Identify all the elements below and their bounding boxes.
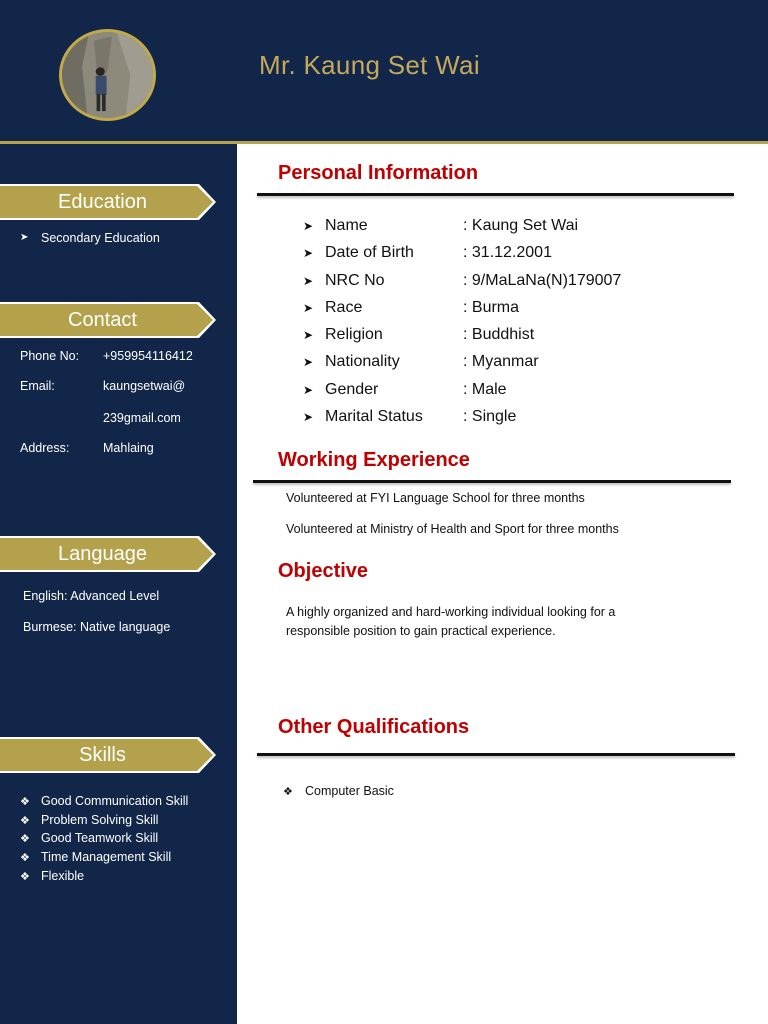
skill-item: Time Management Skill bbox=[41, 850, 172, 864]
info-value: : Burma bbox=[463, 299, 520, 316]
experience-item: Volunteered at Ministry of Health and Sport for three months bbox=[286, 522, 619, 536]
personal-info-title: Personal Information bbox=[278, 162, 479, 184]
objective-text: A highly organized and hard-working individual looking for a responsible position to gain practical experience. bbox=[286, 605, 616, 638]
diamond-bullet-icon: ❖ bbox=[20, 815, 30, 827]
diamond-bullet-icon: ❖ bbox=[20, 796, 30, 808]
contact-title: Contact bbox=[68, 309, 137, 331]
profile-photo bbox=[59, 29, 156, 121]
education-item: Secondary Education bbox=[41, 231, 160, 245]
phone-value: +959954116412 bbox=[103, 349, 193, 363]
language-item: English: Advanced Level bbox=[23, 589, 160, 603]
info-label: Nationality bbox=[325, 353, 400, 370]
info-label: Race bbox=[325, 299, 363, 316]
info-value: : Buddhist bbox=[463, 326, 535, 343]
info-value: : Kaung Set Wai bbox=[463, 217, 579, 234]
address-value: Mahlaing bbox=[103, 441, 154, 455]
language-item: Burmese: Native language bbox=[23, 620, 171, 634]
email-label: Email: bbox=[20, 379, 55, 393]
skills-title: Skills bbox=[79, 744, 126, 766]
skill-item: Good Teamwork Skill bbox=[41, 831, 159, 845]
info-value: : Myanmar bbox=[463, 353, 539, 370]
info-label: Marital Status bbox=[325, 408, 423, 425]
sidebar bbox=[0, 144, 237, 1024]
qualifications-title: Other Qualifications bbox=[278, 716, 470, 738]
info-value: : 31.12.2001 bbox=[463, 244, 552, 261]
address-label: Address: bbox=[20, 441, 70, 455]
skill-item: Problem Solving Skill bbox=[41, 813, 159, 827]
info-value: : Single bbox=[463, 408, 517, 425]
arrow-bullet-icon: ➤ bbox=[303, 383, 314, 397]
arrow-bullet-icon: ➤ bbox=[303, 328, 314, 342]
email-value-line1: kaungsetwai@ bbox=[103, 379, 186, 393]
arrow-bullet-icon: ➤ bbox=[303, 355, 314, 369]
info-label: Date of Birth bbox=[325, 244, 414, 261]
info-value: : 9/MaLaNa(N)179007 bbox=[463, 272, 622, 289]
info-label: NRC No bbox=[325, 272, 385, 289]
arrow-bullet-icon: ➤ bbox=[303, 301, 314, 315]
diamond-bullet-icon: ❖ bbox=[283, 786, 293, 798]
objective-title: Objective bbox=[278, 560, 369, 582]
section-divider bbox=[257, 193, 734, 196]
education-banner bbox=[0, 184, 216, 220]
phone-label: Phone No: bbox=[20, 349, 80, 363]
education-title: Education bbox=[58, 191, 147, 213]
skill-item: Flexible bbox=[41, 869, 85, 883]
qualification-item: Computer Basic bbox=[305, 784, 394, 798]
language-title: Language bbox=[58, 543, 147, 565]
info-label: Religion bbox=[325, 326, 383, 343]
language-banner bbox=[0, 536, 216, 572]
arrow-bullet-icon: ➤ bbox=[303, 410, 314, 424]
experience-item: Volunteered at FYI Language School for three months bbox=[286, 491, 585, 505]
info-label: Name bbox=[325, 217, 368, 234]
info-value: : Male bbox=[463, 381, 507, 398]
skill-item: Good Communication Skill bbox=[41, 794, 189, 808]
diamond-bullet-icon: ❖ bbox=[20, 833, 30, 845]
experience-title: Working Experience bbox=[278, 449, 470, 471]
skills-banner bbox=[0, 737, 216, 773]
candidate-name: Mr. Kaung Set Wai bbox=[259, 50, 480, 80]
info-label: Gender bbox=[325, 381, 379, 398]
diamond-bullet-icon: ❖ bbox=[20, 871, 30, 883]
arrow-bullet-icon: ➤ bbox=[303, 274, 314, 288]
email-value-line2: 239gmail.com bbox=[103, 411, 181, 425]
section-divider bbox=[257, 753, 735, 756]
arrow-bullet-icon: ➤ bbox=[20, 232, 29, 243]
arrow-bullet-icon: ➤ bbox=[303, 246, 314, 260]
section-divider bbox=[253, 480, 731, 483]
diamond-bullet-icon: ❖ bbox=[20, 852, 30, 864]
arrow-bullet-icon: ➤ bbox=[303, 219, 314, 233]
contact-banner bbox=[0, 302, 216, 338]
